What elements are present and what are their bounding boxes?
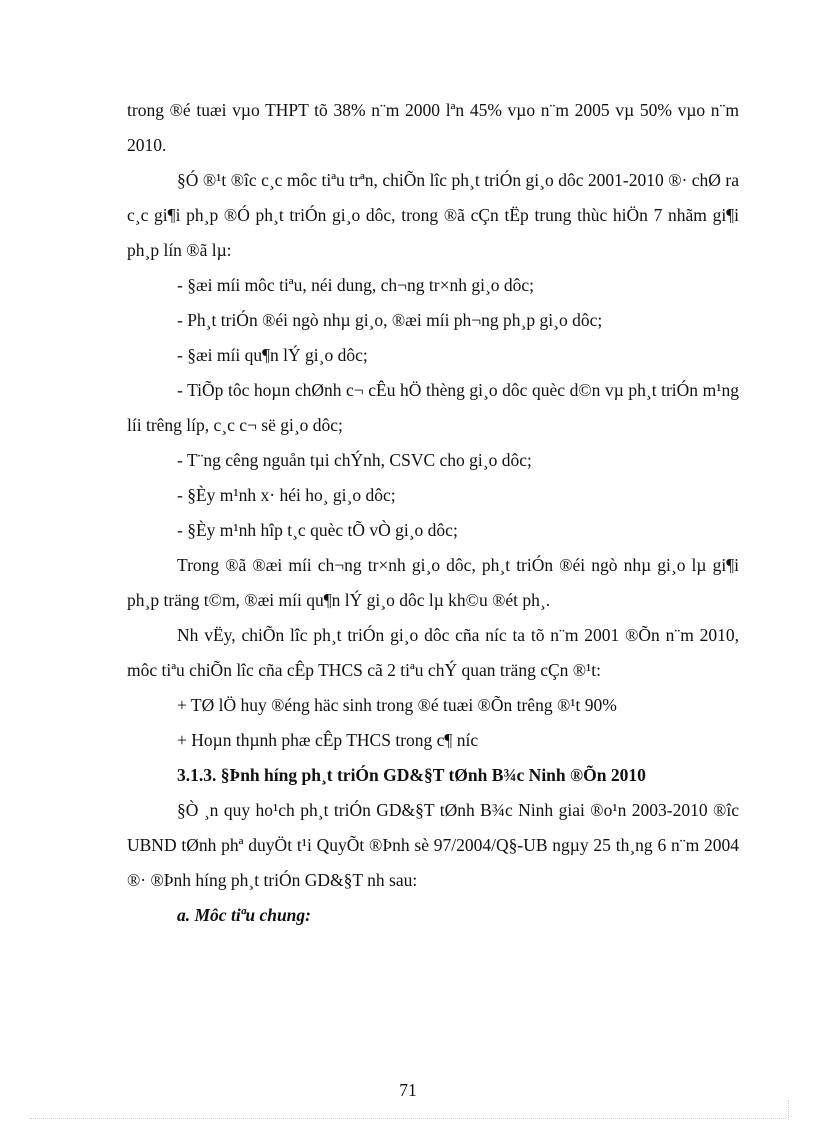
list-item-international: - §Èy m¹nh hîp t¸c quèc tÕ vÒ gi¸o dôc; [177, 520, 458, 540]
page-border-bottom [30, 1118, 786, 1119]
page-body [127, 93, 739, 933]
paragraph-bac-ninh-plan: §Ò ¸n quy ho¹ch ph¸t triÓn GD&§T tØnh B¾c Ninh giai ®o¹n 2003-2010 ®îc UBND tØnh phª duyÖt t¹i QuyÕt ®Þnh sè 97/2004/Q§-UB ngµy 25 th¸ng 6 n¨m 2004 ®· ®Þnh híng ph¸t triÓn GD&§T nh sau: [127, 800, 739, 890]
list-item-curriculum: - §æi míi môc tiªu, néi dung, ch¬ng tr×nh gi¸o dôc; [177, 275, 535, 295]
section-heading: 3.1.3. §Þnh híng ph¸t triÓn GD&§T tØnh B¾c Ninh ®Õn 2010 [177, 765, 646, 785]
list-item-teachers: - Ph¸t triÓn ®éi ngò nhµ gi¸o, ®æi míi ph¬ng ph¸p gi¸o dôc; [177, 310, 603, 330]
list-item-management: - §æi míi qu¶n lÝ gi¸o dôc; [177, 345, 368, 365]
subsection-heading: a. Môc tiªu chung: [177, 905, 311, 925]
list-item-universal-thcs: + Hoµn thµnh phæ cÊp THCS trong c¶ níc [177, 730, 479, 750]
paragraph-strategy-solutions: §Ó ®¹t ®îc c¸c môc tiªu trªn, chiÕn lîc ph¸t triÓn gi¸o dôc 2001-2010 ®· chØ ra c¸c gi¶i ph¸p ®Ó ph¸t triÓn gi¸o dôc, trong ®ã cÇn tËp trung thùc hiÖn 7 nhãm gi¶i ph¸p lín ®ã lµ: [127, 170, 739, 260]
paragraph-key-solution: Trong ®ã ®æi míi ch¬ng tr×nh gi¸o dôc, ph¸t triÓn ®éi ngò nhµ gi¸o lµ gi¶i ph¸p träng t©m, ®æi míi qu¶n lÝ gi¸o dôc lµ kh©u ®ét ph¸. [127, 555, 739, 610]
list-item-socialization: - §Èy m¹nh x· héi ho¸ gi¸o dôc; [177, 485, 396, 505]
page-number: 71 [399, 1080, 417, 1100]
paragraph-continuation: trong ®é tuæi vµo THPT tõ 38% n¨m 2000 lªn 45% vµo n¨m 2005 vµ 50% vµo n¨m 2010. [127, 100, 739, 155]
list-item-finance: - T¨ng cêng nguån tµi chÝnh, CSVC cho gi¸o dôc; [177, 450, 532, 470]
list-item-enrollment-rate: + TØ lÖ huy ®éng häc sinh trong ®é tuæi ®Õn trêng ®¹t 90% [177, 695, 617, 715]
list-item-system-structure: - TiÕp tôc hoµn chØnh c¬ cÊu hÖ thèng gi¸o dôc quèc d©n vµ ph¸t triÓn m¹ng líi trêng líp, c¸c c¬ së gi¸o dôc; [127, 380, 739, 435]
paragraph-thcs-criteria: Nh vËy, chiÕn lîc ph¸t triÓn gi¸o dôc cña níc ta tõ n¨m 2001 ®Õn n¨m 2010, môc tiªu chiÕn lîc cña cÊp THCS cã 2 tiªu chÝ quan träng cÇn ®¹t: [127, 625, 739, 680]
page-border-right [788, 1100, 789, 1120]
